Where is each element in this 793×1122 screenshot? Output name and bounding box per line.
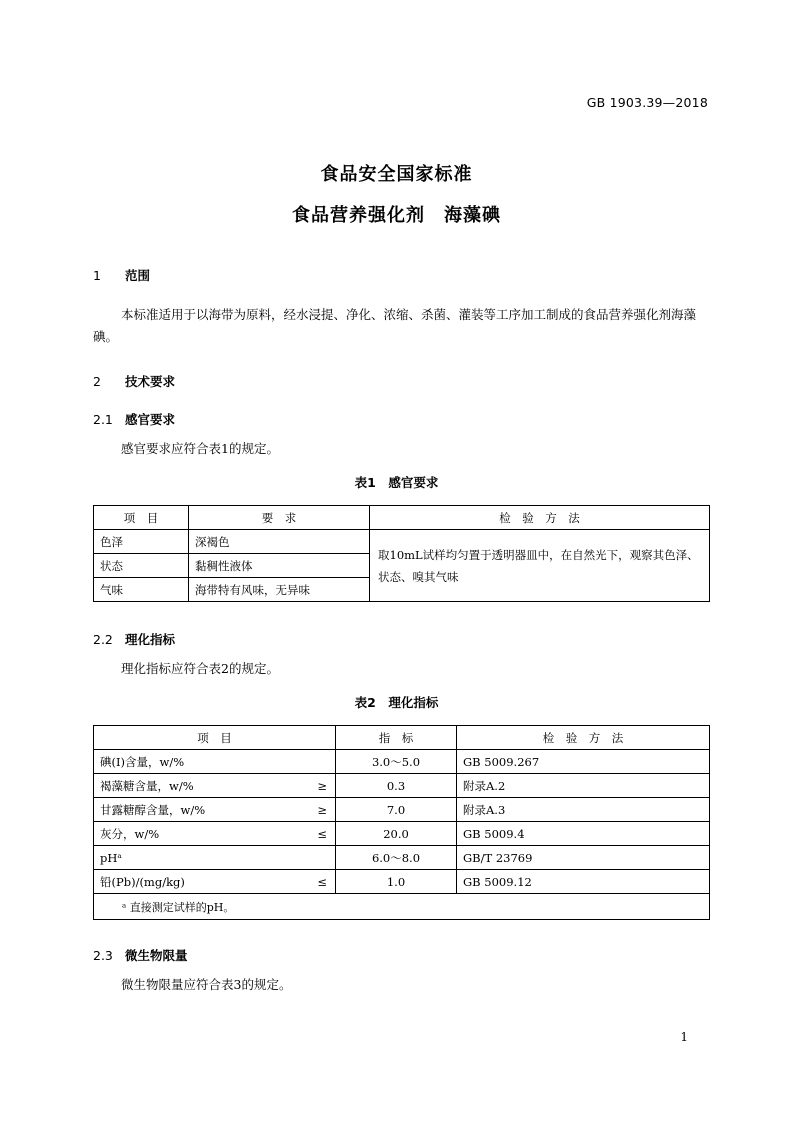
section-2-2-heading	[93, 630, 175, 648]
table-cell-method: 附录A.3	[457, 798, 710, 822]
table-note: ᵃ 直接测定试样的pH。	[94, 894, 710, 920]
table-cell-symbol: ≤	[291, 822, 336, 846]
table-cell-symbol	[291, 846, 336, 870]
section-title: 范围	[125, 268, 151, 283]
section-number: 2	[93, 374, 101, 389]
standard-number: GB 1903.39—2018	[586, 95, 708, 110]
table-header: 检 验 方 法	[370, 506, 710, 530]
table-cell-item: pHᵃ	[94, 846, 292, 870]
section-2-heading	[93, 372, 175, 390]
table-row	[94, 750, 710, 774]
table-2-caption: 表2 理化指标	[354, 695, 439, 710]
table-header-row	[94, 726, 710, 750]
table-cell-symbol: ≥	[291, 774, 336, 798]
section-number: 2.1	[93, 412, 113, 427]
table-cell-method: GB 5009.267	[457, 750, 710, 774]
table-header: 项 目	[94, 506, 189, 530]
section-title: 微生物限量	[125, 948, 188, 963]
section-2-2-text: 理化指标应符合表2的规定。	[121, 661, 279, 676]
table-note-row	[94, 894, 710, 920]
table-cell-item: 铅(Pb)/(mg/kg)	[94, 870, 292, 894]
table-2-physicochemical	[93, 725, 710, 920]
table-header-row	[94, 506, 710, 530]
table-cell-method: 取10mL试样均匀置于透明器皿中，在自然光下，观察其色泽、状态、嗅其气味	[370, 530, 710, 602]
table-row	[94, 774, 710, 798]
table-cell-value: 3.0～5.0	[336, 750, 457, 774]
document-title: 食品安全国家标准	[320, 164, 473, 185]
table-header: 要 求	[189, 506, 370, 530]
table-1-caption: 表1 感官要求	[354, 475, 439, 490]
table-header: 项 目	[94, 726, 336, 750]
table-row	[94, 822, 710, 846]
table-cell: 深褐色	[189, 530, 370, 554]
section-title: 感官要求	[125, 412, 176, 427]
table-cell: 海带特有风味，无异味	[189, 578, 370, 602]
table-cell: 气味	[94, 578, 189, 602]
table-cell: 色泽	[94, 530, 189, 554]
page-number: 1	[680, 1030, 688, 1044]
table-1-sensory	[93, 505, 710, 602]
section-2-1-heading	[93, 410, 175, 428]
table-cell-method: GB/T 23769	[457, 846, 710, 870]
section-1-heading	[93, 266, 150, 284]
table-row	[94, 846, 710, 870]
table-cell: 黏稠性液体	[189, 554, 370, 578]
table-row	[94, 798, 710, 822]
section-title: 技术要求	[125, 374, 176, 389]
table-cell-item: 褐藻糖含量，w/%	[94, 774, 292, 798]
table-cell-method: GB 5009.12	[457, 870, 710, 894]
table-cell-value: 7.0	[336, 798, 457, 822]
section-number: 2.2	[93, 632, 113, 647]
table-cell-symbol: ≥	[291, 798, 336, 822]
section-number: 2.3	[93, 948, 113, 963]
table-cell-value: 1.0	[336, 870, 457, 894]
table-cell-symbol	[291, 750, 336, 774]
table-row	[94, 870, 710, 894]
table-cell-item: 灰分，w/%	[94, 822, 292, 846]
table-header: 检 验 方 法	[457, 726, 710, 750]
table-cell-method: 附录A.2	[457, 774, 710, 798]
table-cell-item: 甘露糖醇含量，w/%	[94, 798, 292, 822]
section-number: 1	[93, 268, 101, 283]
table-cell-item: 碘(I)含量，w/%	[94, 750, 292, 774]
section-2-3-heading	[93, 946, 188, 964]
table-cell-value: 20.0	[336, 822, 457, 846]
section-2-1-text: 感官要求应符合表1的规定。	[121, 441, 279, 456]
section-title: 理化指标	[125, 632, 176, 647]
table-cell: 状态	[94, 554, 189, 578]
table-cell-symbol: ≤	[291, 870, 336, 894]
table-cell-value: 0.3	[336, 774, 457, 798]
table-row	[94, 530, 710, 554]
section-1-text: 本标准适用于以海带为原料，经水浸提、净化、浓缩、杀菌、灌装等工序加工制成的食品营养强化剂海藻碘。	[93, 307, 697, 344]
table-cell-value: 6.0～8.0	[336, 846, 457, 870]
table-cell-method: GB 5009.4	[457, 822, 710, 846]
table-header: 指 标	[336, 726, 457, 750]
document-subtitle: 食品营养强化剂 海藻碘	[292, 205, 501, 226]
section-2-3-text: 微生物限量应符合表3的规定。	[121, 977, 292, 992]
